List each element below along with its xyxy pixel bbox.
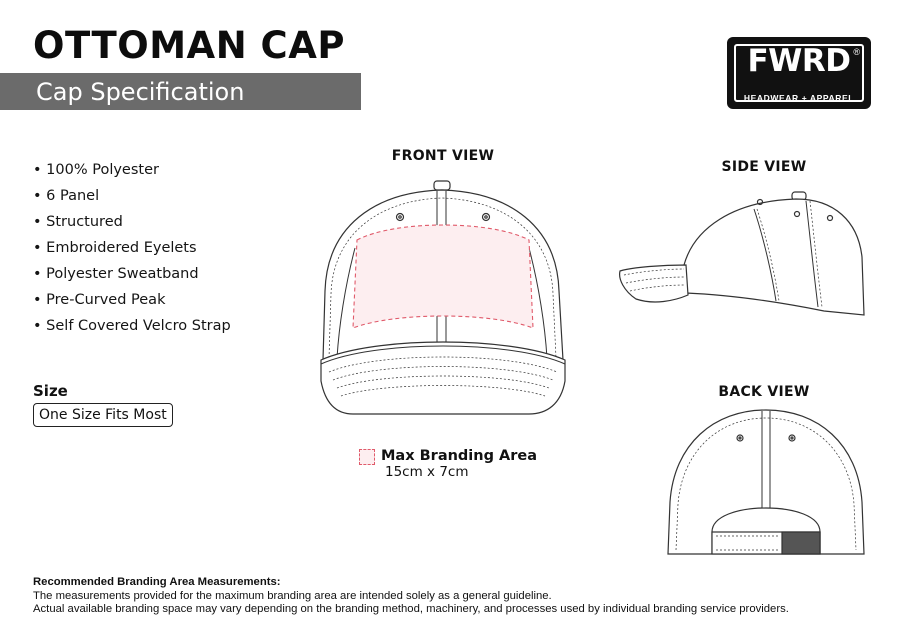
brand-logo bbox=[727, 37, 871, 109]
front-view-label: FRONT VIEW bbox=[391, 148, 495, 164]
footer-heading: Recommended Branding Area Measurements: bbox=[33, 576, 281, 588]
front-view-drawing bbox=[315, 176, 571, 420]
footer-line: Actual available branding space may vary depending on the branding method, machinery, and processes used by individual branding service providers. bbox=[33, 603, 789, 615]
logo-registered-mark: ® bbox=[853, 47, 860, 57]
feature-item: • Pre-Curved Peak bbox=[33, 292, 166, 308]
back-view-label: BACK VIEW bbox=[718, 384, 810, 400]
branding-swatch-icon bbox=[359, 449, 375, 465]
logo-tagline: HEADWEAR + APPAREL bbox=[743, 93, 855, 103]
back-view-drawing bbox=[664, 404, 868, 562]
subtitle-bar bbox=[0, 73, 361, 110]
side-view-label: SIDE VIEW bbox=[721, 159, 807, 175]
size-label: Size bbox=[33, 382, 68, 400]
side-view-drawing bbox=[614, 187, 866, 321]
feature-item: • Embroidered Eyelets bbox=[33, 240, 197, 256]
page-subtitle: Cap Specification bbox=[36, 78, 245, 106]
page-title: OTTOMAN CAP bbox=[33, 24, 345, 67]
feature-item: • 100% Polyester bbox=[33, 162, 159, 178]
feature-item: • Structured bbox=[33, 214, 123, 230]
feature-item: • Polyester Sweatband bbox=[33, 266, 199, 282]
feature-list bbox=[33, 160, 231, 342]
branding-title: Max Branding Area bbox=[381, 448, 538, 464]
branding-dimensions: 15cm x 7cm bbox=[385, 464, 469, 480]
branding-area-outline bbox=[353, 225, 533, 328]
logo-wordmark: FWRD bbox=[747, 43, 851, 79]
feature-item: • 6 Panel bbox=[33, 188, 100, 204]
footer-note bbox=[33, 576, 789, 617]
feature-item: • Self Covered Velcro Strap bbox=[33, 318, 231, 334]
footer-line: The measurements provided for the maximum branding area are intended solely as a general guideline. bbox=[33, 589, 552, 602]
size-value-badge: One Size Fits Most bbox=[33, 403, 173, 427]
